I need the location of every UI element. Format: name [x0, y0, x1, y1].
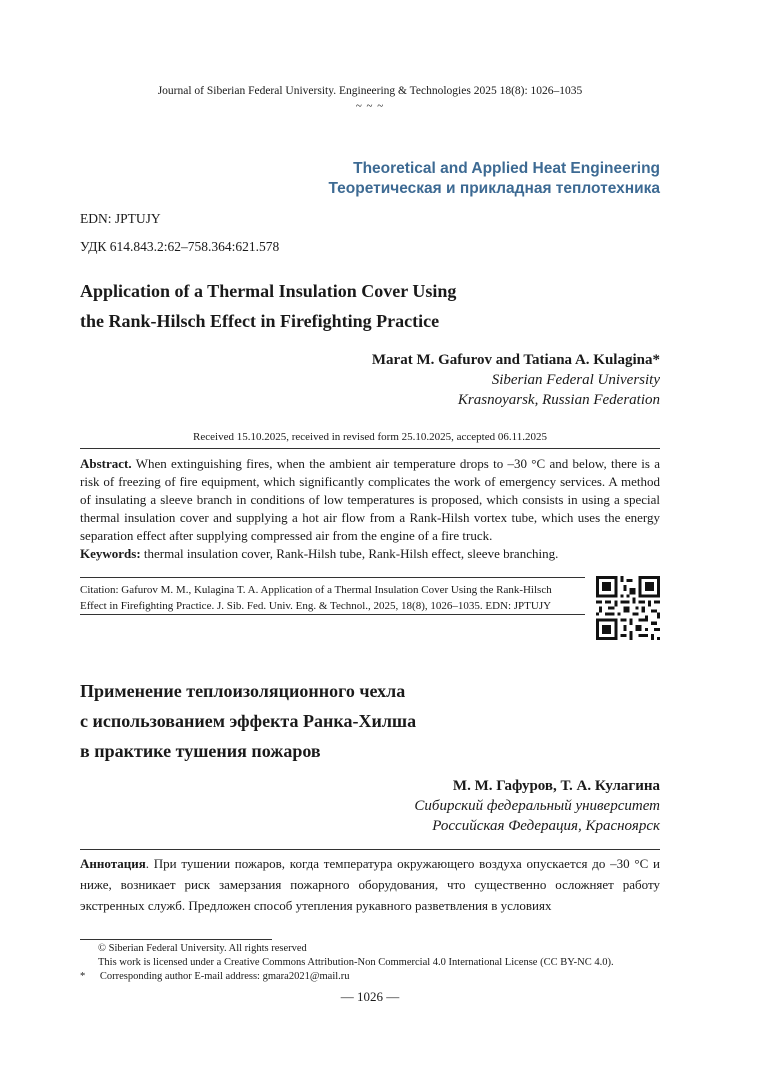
divider [80, 577, 585, 578]
divider [80, 614, 585, 615]
received-dates: Received 15.10.2025, received in revised form 25.10.2025, accepted 06.11.2025 [193, 431, 547, 443]
title-line: в практике тушения пожаров [80, 741, 321, 761]
header-separator: ~ ~ ~ [355, 100, 385, 112]
annotation-label: Аннотация [80, 856, 146, 871]
annotation-ru [80, 853, 660, 916]
footnote-mark: * [80, 971, 86, 982]
page-number: — 1026 — [340, 989, 400, 1004]
author-names: Marat M. Gafurov and Tatiana A. Kulagina* [371, 352, 660, 368]
article-title-ru [80, 676, 416, 766]
udk-code: УДК 614.843.2:62–758.364:621.578 [80, 239, 280, 254]
corresponding-note [80, 970, 350, 984]
title-line: the Rank-Hilsch Effect in Firefighting Practice [80, 311, 440, 331]
article-title-en [80, 276, 456, 336]
section-title-ru: Теоретическая и прикладная теплотехника [328, 180, 660, 197]
citation [80, 583, 585, 614]
citation-line: Effect in Firefighting Practice. J. Sib. Fed. Univ. Eng. & Technol., 2025, 18(8), 1026–1035. EDN: JPTUJY [80, 599, 552, 612]
keywords [80, 545, 660, 563]
author-block-en [372, 350, 660, 410]
title-line: Application of a Thermal Insulation Cover Using [80, 281, 457, 301]
author-names: М. М. Гафуров, Т. А. Кулагина [452, 778, 660, 794]
annotation-text: . При тушении пожаров, когда температура окружающего воздуха опускается до –30 °C и ниже, возникает риск замерзания пожарного оборудования, что существенно осложняет работу экстренных служб. Предложен способ утепления рукавного разветвления в условиях [80, 856, 660, 913]
keywords-text: thermal insulation cover, Rank-Hilsh tube, Rank-Hilsh effect, sleeve branching. [143, 546, 559, 561]
footnote-divider [80, 939, 272, 940]
citation-line: Citation: Gafurov M. M., Kulagina T. A. Application of a Thermal Insulation Cover Using the Rank-Hilsch [80, 584, 552, 596]
divider [80, 448, 660, 449]
location: Krasnoyarsk, Russian Federation [457, 392, 660, 408]
title-line: с использованием эффекта Ранка-Хилша [80, 711, 417, 731]
license-note: This work is licensed under a Creative Commons Attribution-Non Commercial 4.0 International License (CC BY-NC 4.0). [98, 957, 614, 968]
divider [80, 849, 660, 850]
affiliation: Siberian Federal University [491, 372, 660, 388]
section-title-en: Theoretical and Applied Heat Engineering [353, 160, 660, 177]
edn-code: EDN: JPTUJY [80, 211, 161, 226]
title-line: Применение теплоизоляционного чехла [80, 681, 406, 701]
copyright-note: © Siberian Federal University. All rights reserved [98, 943, 307, 954]
abstract-en [80, 455, 660, 545]
location: Российская Федерация, Красноярск [432, 818, 660, 834]
abstract-text: When extinguishing fires, when the ambient air temperature drops to –30 °C and below, there is a risk of freezing of fire equipment, which significantly complicates the work of emergency services. A method of insulating a sleeve branch in conditions of low temperatures is proposed, which consists in using a special thermal insulation cover and supplying a hot air flow from a Rank-Hilsh vortex tube, which uses the energy separation effect after supplying compressed air from the engine of a fire truck. [80, 456, 660, 543]
abstract-label: Abstract. [80, 456, 132, 471]
author-block-ru [414, 776, 660, 836]
corresponding-text: Corresponding author E-mail address: gmara2021@mail.ru [99, 971, 350, 982]
affiliation: Сибирский федеральный университет [414, 798, 660, 814]
journal-header: Journal of Siberian Federal University. Engineering & Technologies 2025 18(8): 1026–1035 [157, 85, 583, 97]
qr-code-icon[interactable] [596, 576, 660, 640]
keywords-label: Keywords: [80, 546, 141, 561]
